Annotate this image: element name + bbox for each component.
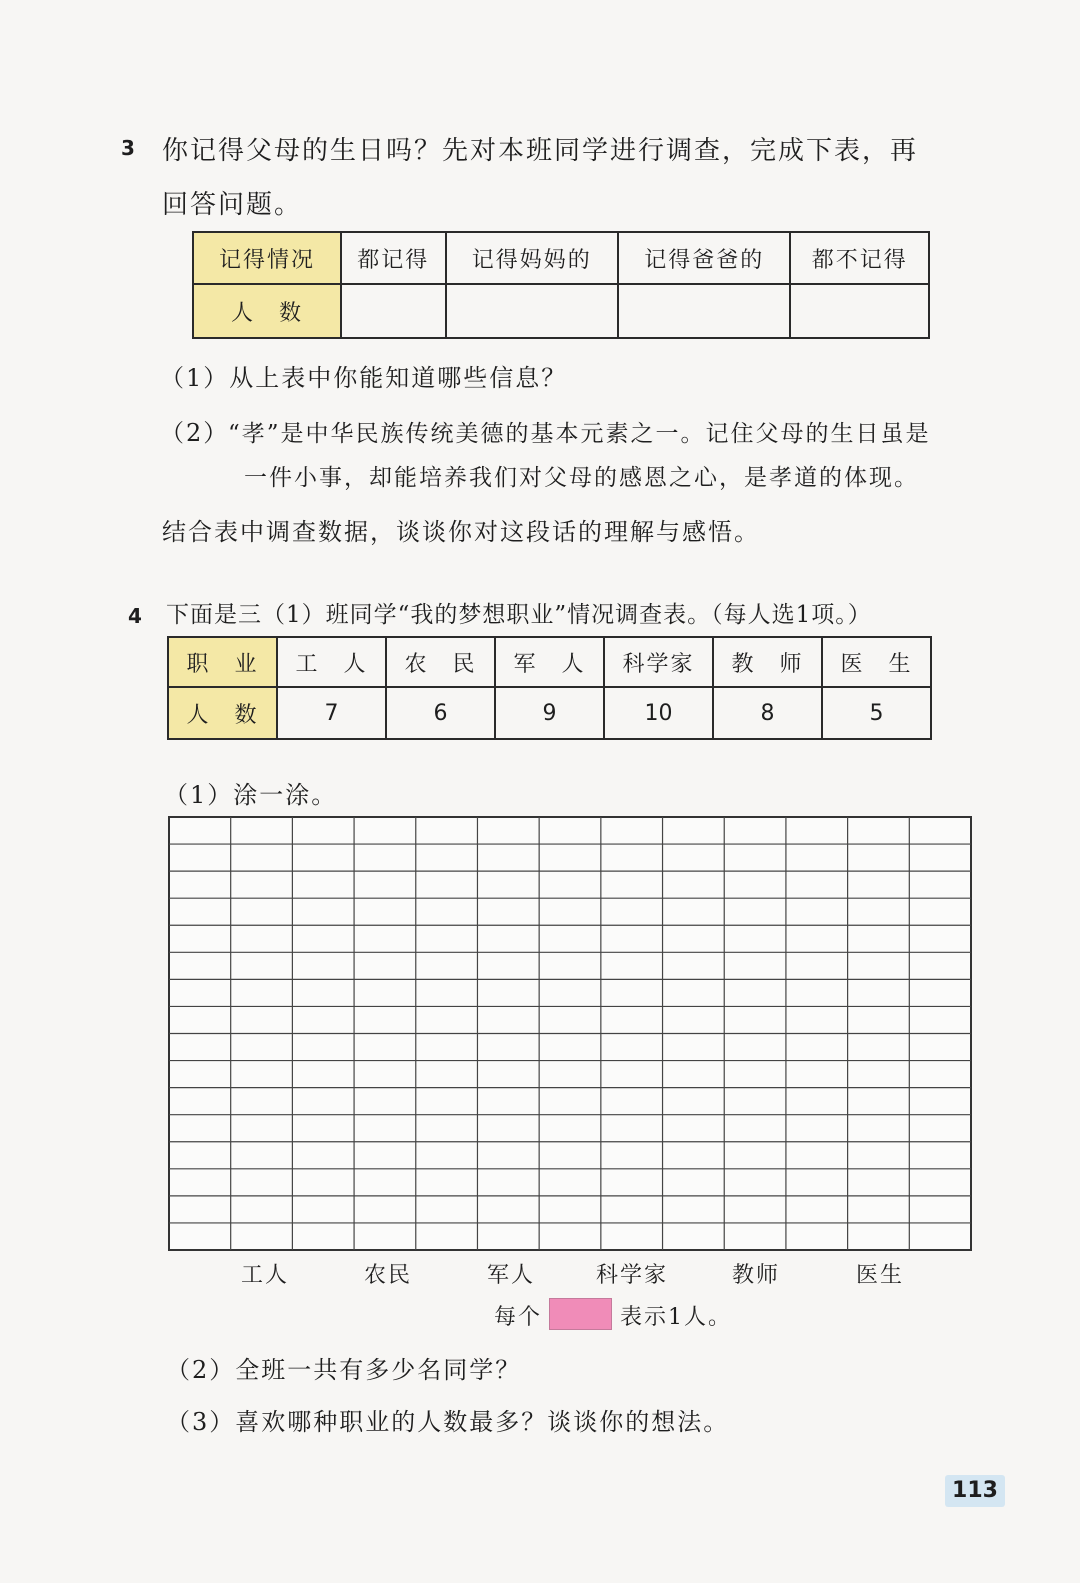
table-input-cell[interactable] — [618, 284, 790, 338]
table-header-cell: 记得妈妈的 — [446, 232, 618, 284]
question-3-sub2-prefix: （2） — [160, 419, 230, 447]
table-header-cell: 记得情况 — [193, 232, 341, 284]
table-input-cell[interactable] — [790, 284, 929, 338]
question-4-sub2: （2）全班一共有多少名同学？ — [166, 1356, 522, 1384]
legend-swatch — [549, 1298, 612, 1330]
table-cell-count: 5 — [822, 687, 931, 739]
table-input-cell[interactable] — [341, 284, 446, 338]
question-3-sub2-line2: 一件小事，却能培养我们对父母的感恩之心，是孝道的体现。 — [244, 465, 919, 491]
table-cell-count: 6 — [386, 687, 495, 739]
table-row-header: 人 数 — [168, 687, 277, 739]
legend-prefix: 每个 — [494, 1305, 543, 1330]
category-label: 农民 — [363, 1263, 412, 1288]
table-header-cell: 科学家 — [604, 637, 713, 687]
question-4-sub1: （1）涂一涂。 — [164, 781, 338, 809]
table-header-cell: 都不记得 — [790, 232, 929, 284]
birthday-survey-table — [192, 231, 930, 339]
category-label: 科学家 — [595, 1263, 668, 1288]
category-label: 医生 — [855, 1263, 904, 1288]
question-4-number: 4 — [128, 604, 142, 628]
dream-job-table — [167, 636, 932, 740]
table-header-cell: 农 民 — [386, 637, 495, 687]
question-3-sub2-line3: 结合表中调查数据，谈谈你对这段话的理解与感悟。 — [162, 518, 760, 546]
table-cell-count: 7 — [277, 687, 386, 739]
question-3-number: 3 — [121, 136, 135, 160]
question-4-sub3: （3）喜欢哪种职业的人数最多？谈谈你的想法。 — [166, 1408, 730, 1436]
table-header-cell: 记得爸爸的 — [618, 232, 790, 284]
question-3-line1: 你记得父母的生日吗？先对本班同学进行调查，完成下表，再 — [162, 136, 919, 166]
page-number: 113 — [945, 1475, 1005, 1507]
table-cell-count: 8 — [713, 687, 822, 739]
table-cell-count: 9 — [495, 687, 604, 739]
table-header-cell: 工 人 — [277, 637, 386, 687]
question-3-sub1: （1）从上表中你能知道哪些信息？ — [160, 364, 568, 392]
table-header-cell: 职 业 — [168, 637, 277, 687]
question-4-intro: 下面是三（1）班同学“我的梦想职业”情况调查表。（每人选1项。） — [166, 602, 872, 628]
question-3-line2: 回答问题。 — [162, 190, 303, 220]
table-header-cell: 都记得 — [341, 232, 446, 284]
question-3-sub2-line1: “孝”是中华民族传统美德的基本元素之一。记住父母的生日虽是 — [228, 421, 931, 447]
legend-suffix: 表示1人。 — [620, 1305, 732, 1330]
category-label: 教师 — [731, 1263, 780, 1288]
table-header-cell: 医 生 — [822, 637, 931, 687]
table-header-cell: 教 师 — [713, 637, 822, 687]
category-label: 军人 — [486, 1263, 535, 1288]
table-input-cell[interactable] — [446, 284, 618, 338]
table-row-header: 人 数 — [193, 284, 341, 338]
table-cell-count: 10 — [604, 687, 713, 739]
table-header-cell: 军 人 — [495, 637, 604, 687]
coloring-grid[interactable] — [168, 816, 972, 1251]
category-label: 工人 — [240, 1263, 289, 1288]
